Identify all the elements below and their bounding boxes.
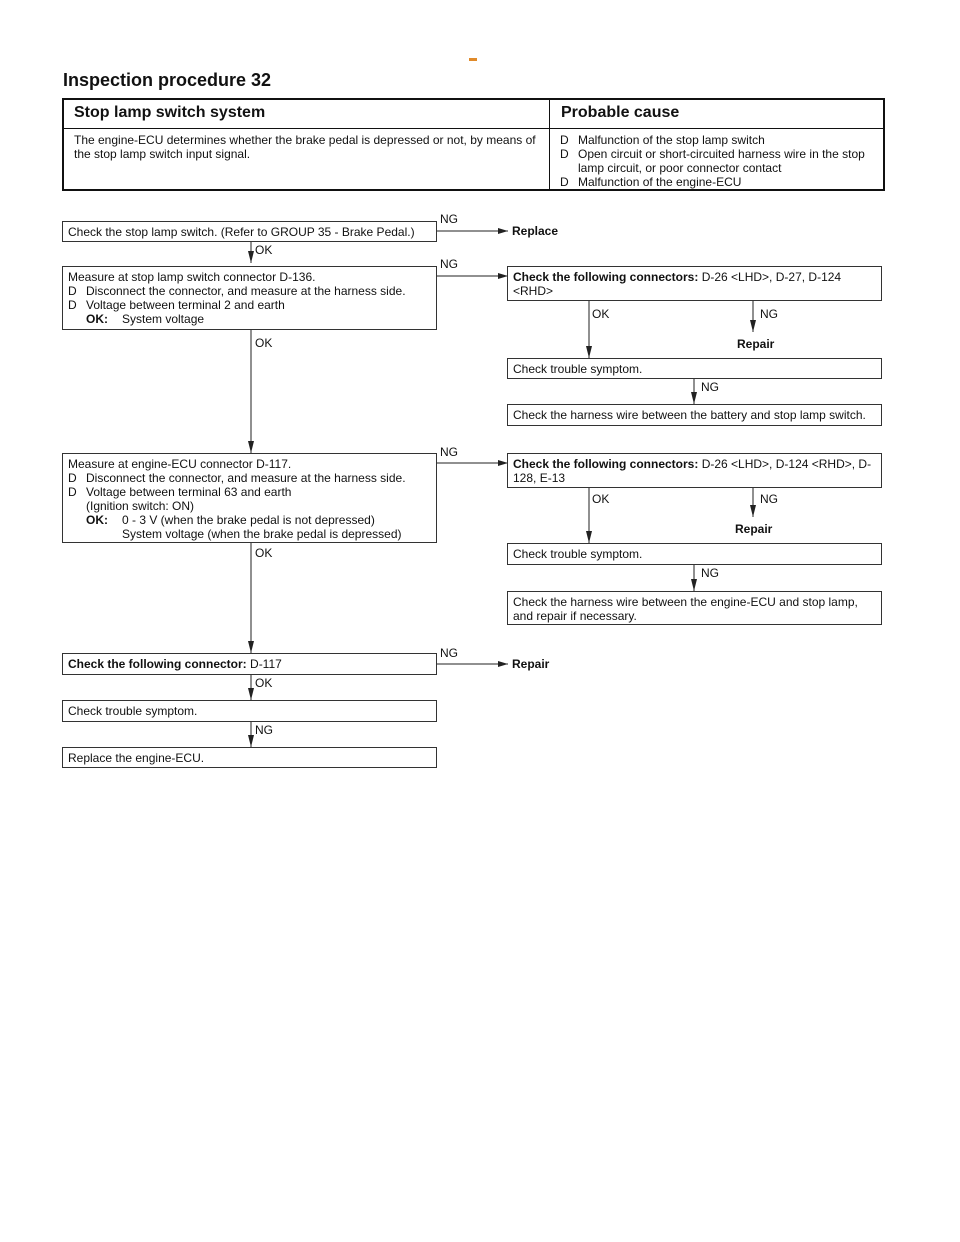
ng-label: NG [255, 723, 273, 737]
ok-label: OK [255, 546, 273, 560]
step4-repair: Repair [512, 657, 550, 671]
step3-check-box [507, 543, 882, 565]
step2-repair: Repair [737, 337, 775, 351]
ng-label: NG [440, 445, 458, 459]
step3-check-text: Check trouble symptom. [513, 547, 643, 561]
step4-bold: Check the following connector: [68, 657, 247, 671]
step1-text: Check the stop lamp switch. (Refer to GROUP 35 - Brake Pedal.) [68, 225, 415, 239]
step3-ok-line: 0 - 3 V (when the brake pedal is not depressed) [122, 513, 375, 527]
step3-bullet: D Voltage between terminal 63 and earth [68, 485, 292, 499]
step2-ng-box [507, 266, 882, 301]
step2-box [62, 266, 437, 330]
step3-ng-box [507, 453, 882, 488]
ok-label: OK [255, 676, 273, 690]
step2-bullet: D Voltage between terminal 2 and earth [68, 298, 285, 312]
table-header-system: Stop lamp switch system [74, 104, 266, 121]
ng-label: NG [440, 646, 458, 660]
bullet-icon: D [560, 175, 569, 189]
ng-label: NG [760, 492, 778, 506]
step4-text: D-117 [246, 657, 282, 671]
step3-harness-box [507, 591, 882, 625]
cause-item: D Malfunction of the stop lamp switch [560, 133, 765, 147]
page-title: Inspection procedure 32 [63, 70, 272, 90]
step2-harness-text: Check the harness wire between the battery and stop lamp switch. [513, 408, 866, 422]
ok-label: OK [592, 492, 610, 506]
step3-harness-text: Check the harness wire between the engine-ECU and stop lamp, and repair if necessary. [513, 595, 858, 623]
ok-label: OK [255, 336, 273, 350]
step2-bullet: D Disconnect the connector, and measure at the harness side. [68, 284, 406, 298]
bullet-icon: D [68, 485, 77, 499]
step2-ok: OK: System voltage [86, 312, 205, 326]
step2-title: Measure at stop lamp switch connector D-136. [68, 270, 316, 284]
step6-box [62, 747, 437, 768]
step3-bullet: D Disconnect the connector, and measure at the harness side. [68, 471, 406, 485]
ng-label: NG [440, 257, 458, 271]
ok-label: OK [255, 243, 273, 257]
step1-box [62, 221, 437, 242]
step3-ok-line: System voltage (when the brake pedal is depressed) [122, 527, 402, 541]
bullet-icon: D [560, 147, 569, 161]
step3-box [62, 453, 437, 543]
ng-label: NG [440, 212, 458, 226]
step2-check-text: Check trouble symptom. [513, 362, 643, 376]
step3-condition: (Ignition switch: ON) [86, 499, 195, 513]
ok-label: OK [592, 307, 610, 321]
bullet-icon: D [68, 298, 77, 312]
step3-repair: Repair [735, 522, 773, 536]
bullet-icon: D [560, 133, 569, 147]
bullet-icon: D [68, 284, 77, 298]
bullet-icon: D [68, 471, 77, 485]
step3-ng-text: D-26 <LHD>, D-124 <RHD>, D-128, E-13 [513, 457, 872, 485]
step3-title: Measure at engine-ECU connector D-117. [68, 457, 292, 471]
table-header-cause: Probable cause [561, 104, 680, 121]
step5-box [62, 700, 437, 722]
step3-ok: OK: 0 - 3 V (when the brake pedal is not depressed) System voltage (when the brake pedal is depressed) [86, 513, 402, 541]
step2-ng-bold: Check the following connectors: [513, 270, 699, 284]
ng-label: NG [701, 566, 719, 580]
cause-item: D Malfunction of the engine-ECU [560, 175, 742, 189]
step1-replace: Replace [512, 224, 559, 238]
step4-box [62, 653, 437, 675]
step2-check-box [507, 358, 882, 379]
step2-ng-text: D-26 <LHD>, D-27, D-124 <RHD> [513, 270, 842, 298]
step2-harness-box [507, 404, 882, 426]
step3-ng-bold: Check the following connectors: [513, 457, 699, 471]
step5-text: Check trouble symptom. [68, 704, 198, 718]
table-description: The engine-ECU determines whether the brake pedal is depressed or not, by means of the stop lamp switch input signal. [74, 133, 536, 161]
ng-label: NG [760, 307, 778, 321]
ng-label: NG [701, 380, 719, 394]
step6-text: Replace the engine-ECU. [68, 751, 205, 765]
cause-item: D Open circuit or short-circuited harness wire in the stop lamp circuit, or poor connector contact [560, 147, 865, 175]
